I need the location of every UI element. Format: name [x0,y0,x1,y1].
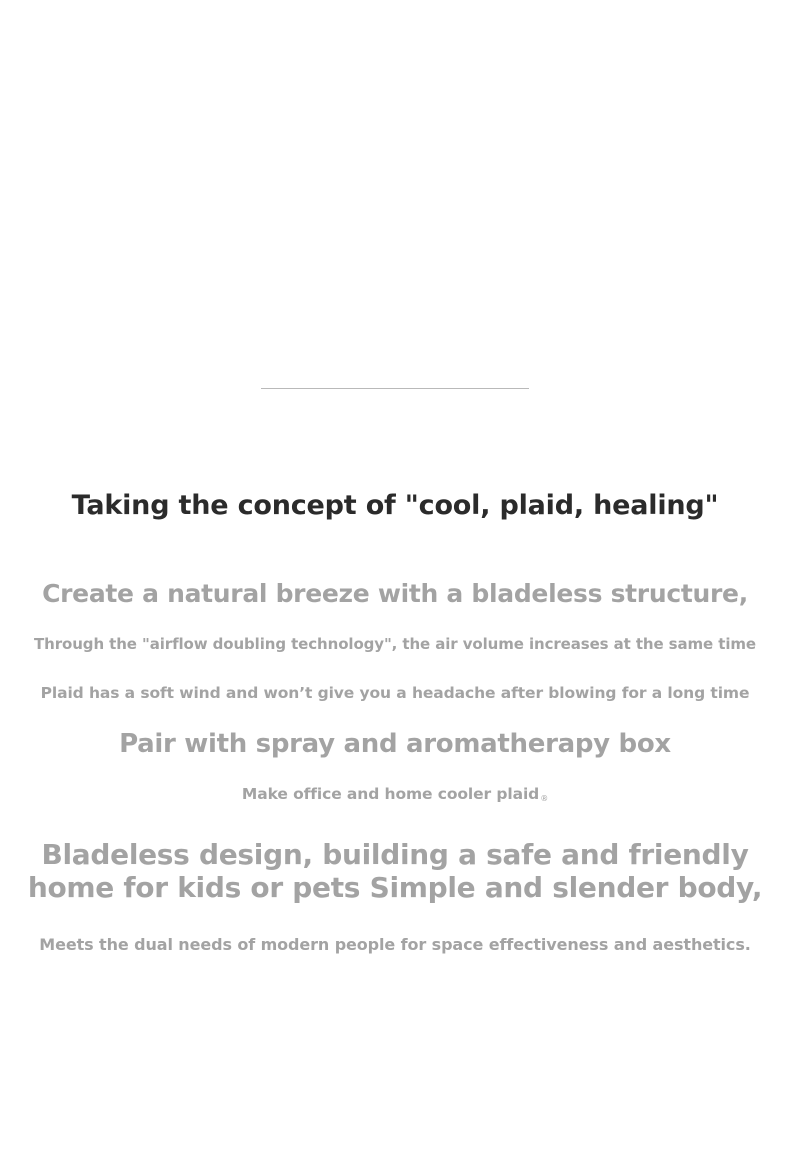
soft-wind-line: Plaid has a soft wind and won’t give you a headache after blowing for a long time [40,684,750,702]
pair-spray-line: Pair with spray and aromatherapy box [119,729,671,759]
section-divider [261,388,529,389]
breeze-line: Create a natural breeze with a bladeless structure, [42,579,748,608]
registered-mark: ® [540,794,549,803]
dual-needs-line: Meets the dual needs of modern people for space effectiveness and aesthetics. [39,935,751,954]
page-headline: Taking the concept of "cool, plaid, healing" [71,490,719,521]
bladeless-line-2: home for kids or pets Simple and slender body, [27,871,763,904]
cooler-line-text: Make office and home cooler plaid [241,785,540,803]
bladeless-design-block [0,838,790,904]
airflow-line: Through the "airflow doubling technology", the air volume increases at the same time [34,635,756,653]
bladeless-line-1: Bladeless design, building a safe and friendly [41,838,749,871]
cooler-line [0,785,790,803]
